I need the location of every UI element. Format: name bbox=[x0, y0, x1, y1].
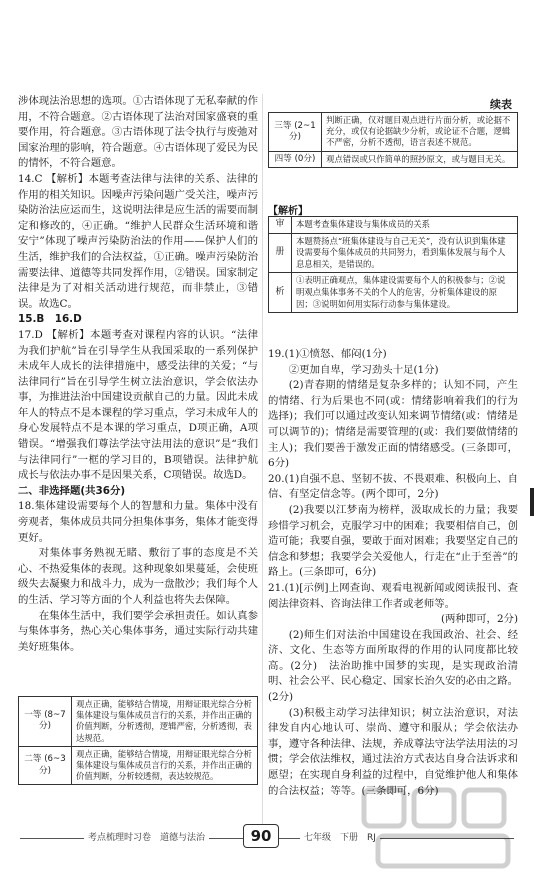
section-nonchoice-heading: 二、非选择题(共36分) bbox=[18, 484, 126, 497]
rubric-table-right bbox=[268, 112, 518, 168]
answer-17: 17.D 【解析】本题考查对课程内容的认识。“法律为我们护航”旨在引导学生从我国采取的一系列保护未成年人成长的法律措施中，感受法律的关爱；“与法律同行”旨在引导学生树立法治意识，学会依法办事，为推进法治中国建设贡献自己的力量。因此未成年人的特点不是本课程的学习重点，学习未成年人的身心发展特点不是本课的学习重点，D项正确，A项错误。“增强我们尊法学法守法用法的意识”是“我们与法律同行”一框的学习目的，B项错误。法律护航成长与依法办事不是因果关系，C项错误。故选D。 bbox=[18, 328, 258, 482]
rubric-row bbox=[19, 746, 258, 785]
answer-15-16: 15.B 16.D bbox=[18, 313, 82, 326]
analysis-side-label: 审 bbox=[269, 217, 292, 234]
rubric-desc: 观点错误或只作简单的照抄原文，或与题目无关。 bbox=[322, 151, 518, 167]
rubric-desc: 判断正确，仅对题目观点进行片面分析，或论据不充分，或仅有论据缺少分析，或论证不合题，逻辑不严密，分析不透彻，语言表述不规范。 bbox=[322, 113, 518, 152]
answer-20-1: 20.(1)自强不息、坚韧不拔、不畏艰难、积极向上、自信、有坚定信念等。(两个即可，2分) bbox=[268, 472, 518, 501]
answer-19-2: (2)青春期的情绪是复杂多样的；认知不同，产生的情绪、行为后果也不同(或：情绪影响着我们的行为选择)；我们可以通过改变认知来调节情绪(或：情绪是可以调节的)；情绪是需要管理的(或：我们要做情绪的主人)；我们要善于激发正面的情绪感受。(三条即可，6分) bbox=[268, 379, 518, 470]
answer-18-para2: 对集体事务熟视无睹、敷衍了事的态度是不关心、不热爱集体的表现。这种现象如果蔓延，会使班级失去凝聚力和战斗力，成为一盘散沙；我们每个人的生活、学习等方面的个人利益也将失去保障。 bbox=[18, 547, 258, 606]
rubric-row bbox=[19, 697, 258, 747]
analysis-side-label: 册 bbox=[269, 233, 292, 273]
rubric-level: 三等 (2~1分) bbox=[269, 113, 322, 152]
intro-paragraph: 涉体现法治思想的选项。①古语体现了无私奉献的作用，不符合题意。②古语体现了法治对国家盛衰的重要作用，符合题意。③古语体现了法令执行与废弛对国家治理的影响，符合题意。④古语体现了爱民为民的情怀，不符合题意。 bbox=[18, 95, 258, 170]
analysis-row bbox=[269, 233, 518, 273]
rubric-desc: 观点正确，能够结合情境，用辩证眼光综合分析集体建设与集体成员言行的关系，并作出正确的价值判断，分析透彻，逻辑严密，分析透彻，表达规范。 bbox=[72, 697, 258, 747]
analysis-table bbox=[268, 216, 518, 313]
edge-marker bbox=[530, 488, 534, 516]
rubric-level: 四等 (0分) bbox=[269, 151, 322, 167]
answer-19-1b: ②更加自卑，学习劲头十足(1分) bbox=[288, 363, 439, 376]
rubric-level: 二等 (6~3分) bbox=[19, 746, 72, 785]
answer-21-3: (3)积极主动学习法律知识；树立法治意识，对法律发自内心地认可、崇尚、遵守和服从；学会依法办事，遵守各种法律、法规，养成尊法守法学法用法的习惯；学会依法维权，通过法治方式表达自身合法诉求和愿望；在实现自身利益的过程中，自觉维护他人和集体的合法权益；等等。(三条即可，6分) bbox=[268, 706, 518, 797]
analysis-text: ①表明正确观点，集体建设需要每个人的积极参与；②说明观点集体事务不关的个人的危害，分析集体建设的原因；③说明如何用实际行动参与集体建设。 bbox=[292, 273, 518, 313]
answer-21-2: (2)师生们对法治中国建设在我国政治、社会、经济、文化、生态等方面所取得的作用的认同度都比较高。(2分) 法治助推中国梦的实现，是实现政治清明、社会公平、民心稳定、国家长治久安的必由之路。(2分) bbox=[268, 628, 518, 704]
answer-19-1: 19.(1)①愤怒、郁闷(1分) bbox=[268, 348, 387, 360]
footer-right-text: 七年级 下册 RJ bbox=[300, 830, 380, 843]
answer-21-1: 21.(1)[示例]上网查询、观看电视新闻或阅读报刊、查阅法律资料、咨询法律工作者或老师等。 bbox=[268, 581, 518, 610]
page-number: 90 bbox=[243, 824, 279, 848]
analysis-side-label: 析 bbox=[269, 273, 292, 313]
watermark-logo-icon bbox=[358, 780, 528, 874]
footer-left-text: 考点梳理时习卷 道德与法治 bbox=[84, 830, 209, 843]
right-column bbox=[268, 347, 518, 799]
answer-14: 14.C 【解析】本题考查法律与法律的关系、法律的作用的相关知识。因噪声污染问题广受关注，噪声污染防治法应运而生，这说明法律是应生活的需要而制定和修改的，④正确。“维护人民群众生活环境和谐安宁”体现了噪声污染防治法的作用——保护人们的生活，维护我们的合法权益，①正确。噪声污染防治需要法律、道德等共同发挥作用，②错误。国家制定法律是为了对相关活动进行规范，而非禁止，③错误。故选C。 bbox=[18, 172, 258, 310]
answer-21-1b: (两种即可，2分) bbox=[440, 613, 518, 626]
rubric-row bbox=[269, 151, 518, 167]
rubric-desc: 观点正确，能够结合情境，用辩证眼光综合分析集体建设与集体成员言行的关系，并作出正确的价值判断，分析较透彻，表达较规范。 bbox=[72, 746, 258, 785]
rubric-level: 一等 (8~7分) bbox=[19, 697, 72, 747]
answer-20-2: (2)我要以江梦南为榜样，汲取成长的力量；我要珍惜学习机会，克服学习中的困难；我要相信自己，创造可能；我要自强，要敢于面对困难；我要坚定自己的信念和梦想；我要学会关爱他人，行走在“止于至善”的路上。(三条即可，6分) bbox=[268, 503, 518, 579]
analysis-text: 本题赞扬点“班集体建设与自己无关”，没有认识到集体建设需要每个集体成员的共同努力，看到集体发展与每个人息息相关，是错误的。 bbox=[292, 233, 518, 273]
continued-table-label: 续表 bbox=[490, 98, 512, 111]
answer-18-para1: 18.集体建设需要每个人的智慧和力量。集体中没有旁观者，集体成员共同分担集体事务，集体才能变得更好。 bbox=[18, 500, 258, 544]
answer-18-para3: 在集体生活中，我们要学会承担责任。如认真参与集体事务，热心关心集体事务，通过实际行动共建美好班集体。 bbox=[18, 609, 258, 653]
analysis-row bbox=[269, 217, 518, 234]
analysis-label: 【解析】 bbox=[268, 206, 308, 217]
analysis-text: 本题考查集体建设与集体成员的关系 bbox=[292, 217, 518, 234]
column-divider bbox=[262, 94, 263, 824]
analysis-row bbox=[269, 273, 518, 313]
rubric-table-left bbox=[18, 696, 258, 785]
rubric-row bbox=[269, 113, 518, 152]
left-column bbox=[18, 94, 258, 655]
